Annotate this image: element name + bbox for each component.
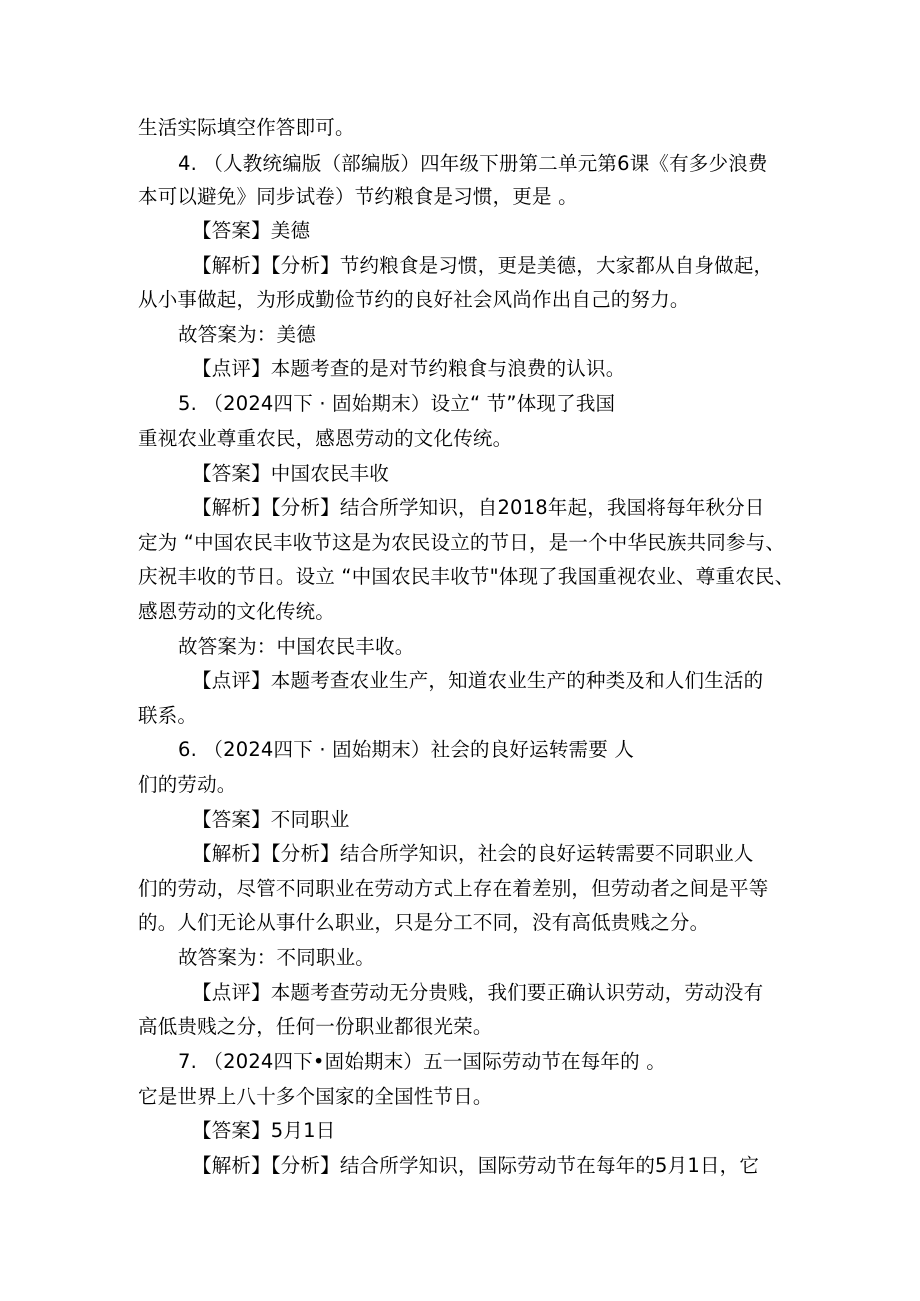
answer-summary: 故答案为：中国农民丰收。 [178,635,415,658]
text-line: 庆祝丰收的节日。设立 “中国农民丰收节"体现了我国重视农业、尊重农民、 [138,565,795,588]
text-line: 重视农业尊重农民，感恩劳动的文化传统。 [138,427,513,450]
answer-label: 【答案】中国农民丰收 [192,462,390,485]
analysis-text: 【解析】【分析】结合所学知识，社会的良好运转需要不同职业人 [192,842,754,865]
text-line: 们的劳动。 [138,773,237,796]
answer-summary: 故答案为：不同职业。 [178,946,376,969]
comment-text: 【点评】本题考查农业生产，知道农业生产的种类及和人们生活的 [192,669,764,692]
question-7-stem: 7. （2024四下•固始期末）五一国际劳动节在每年的 。 [178,1050,666,1073]
text-line: 们的劳动，尽管不同职业在劳动方式上存在着差别，但劳动者之间是平等 [138,877,769,900]
question-6-stem: 6. （2024四下 · 固始期末）社会的良好运转需要 人 [178,738,635,761]
text-line: 的。人们无论从事什么职业，只是分工不同，没有高低贵贱之分。 [138,911,710,934]
text-line: 高低贵贱之分，任何一份职业都很光荣。 [138,1015,493,1038]
text-line: 从小事做起，为形成勤俭节约的良好社会风尚作出自己的努力。 [138,288,690,311]
question-4-stem: 4. （人教统编版（部编版）四年级下册第二单元第6课《有多少浪费 [178,152,768,175]
question-5-stem: 5. （2024四下 · 固始期末）设立“ 节”体现了我国 [178,392,616,415]
analysis-text: 【解析】【分析】结合所学知识，国际劳动节在每年的5月1日，它 [192,1154,760,1177]
comment-text: 【点评】本题考查劳动无分贵贱，我们要正确认识劳动，劳动没有 [192,981,764,1004]
answer-label: 【答案】不同职业 [192,808,350,831]
comment-text: 【点评】本题考查的是对节约粮食与浪费的认识。 [192,357,626,380]
answer-summary: 故答案为：美德 [178,323,316,346]
text-line: 本可以避免》同步试卷）节约粮食是习惯，更是 。 [138,185,578,208]
answer-label: 【答案】5月1日 [192,1119,336,1142]
text-line: 生活实际填空作答即可。 [138,116,355,139]
text-line: 联系。 [138,704,198,727]
analysis-text: 【解析】【分析】节约粮食是习惯，更是美德，大家都从自身做起， [192,254,774,277]
text-line: 定为 “中国农民丰收节这是为农民设立的节日，是一个中华民族共同参与、 [138,531,786,554]
text-line: 它是世界上八十多个国家的全国性节日。 [138,1085,493,1108]
answer-label: 【答案】美德 [192,219,311,242]
text-line: 感恩劳动的文化传统。 [138,600,336,623]
analysis-text: 【解析】【分析】结合所学知识，自2018年起，我国将每年秋分日 [192,496,765,519]
